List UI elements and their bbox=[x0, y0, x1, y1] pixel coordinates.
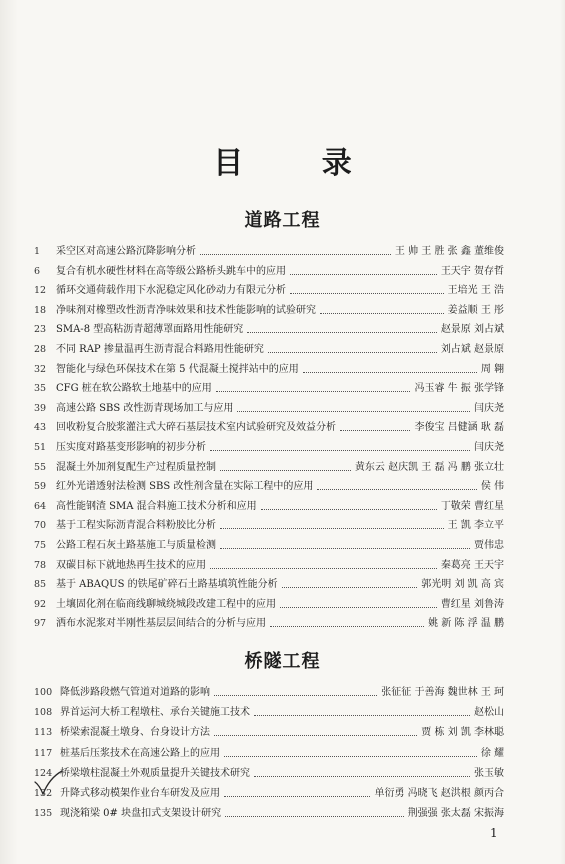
toc-page-number: 135 bbox=[34, 808, 53, 820]
toc-entry-title: 净味剂对橡塑改性沥青净味效果和技术性能影响的试验研究 bbox=[56, 304, 316, 316]
toc-leader-dots bbox=[290, 262, 437, 275]
toc-entry bbox=[34, 477, 504, 497]
toc-entry-authors: 姜益顺 王 彤 bbox=[447, 304, 504, 316]
toc-entry bbox=[34, 536, 504, 556]
toc-page-number: 85 bbox=[34, 579, 47, 591]
toc-entry bbox=[34, 595, 504, 615]
toc-entry-title: 升降式移动模架作业台车研发及应用 bbox=[60, 787, 220, 799]
toc-entry bbox=[34, 340, 504, 360]
toc-page-number: 70 bbox=[34, 520, 47, 532]
toc-entry-authors: 侯 伟 bbox=[480, 481, 504, 493]
toc-page-number: 32 bbox=[34, 363, 47, 375]
toc-entry-authors: 郭光明 刘 凯 高 宾 bbox=[421, 579, 504, 591]
toc-page-number: 108 bbox=[34, 707, 53, 719]
section-heading-bridge-tunnel: 桥隧工程 bbox=[244, 651, 321, 672]
toc-entry bbox=[34, 262, 504, 282]
toc-entry-title: 公路工程石灰土路基施工与质量检测 bbox=[56, 539, 216, 551]
toc-entry-title: 界首运河大桥工程墩柱、承台关键施工技术 bbox=[60, 707, 250, 719]
toc-leader-dots bbox=[270, 614, 424, 627]
page-title: 目 录 bbox=[213, 146, 386, 181]
page-number: 1 bbox=[490, 826, 498, 840]
toc-entry bbox=[34, 764, 504, 784]
toc-leader-dots bbox=[200, 242, 391, 255]
toc-page-number: 78 bbox=[34, 559, 47, 571]
toc-leader-dots bbox=[225, 804, 404, 817]
toc-entry bbox=[34, 242, 504, 262]
toc-leader-dots bbox=[210, 438, 470, 451]
toc-leader-dots bbox=[237, 399, 470, 412]
toc-entry-title: 降低涉路段燃气管道对道路的影响 bbox=[60, 687, 210, 698]
toc-entry-authors: 张玉敏 bbox=[474, 767, 504, 779]
toc-leader-dots bbox=[220, 536, 470, 549]
toc-entry-authors: 赵景原 刘占斌 bbox=[440, 324, 504, 336]
toc-entry bbox=[34, 516, 504, 536]
toc-leader-dots bbox=[317, 477, 477, 490]
toc-entry-authors: 徐 耀 bbox=[480, 747, 504, 759]
toc-entry-authors: 周 翱 bbox=[480, 363, 504, 375]
toc-page-number: 132 bbox=[34, 787, 53, 799]
toc-entry bbox=[34, 301, 504, 321]
toc-entry-title: SMA-8 型高粘沥青超薄罩面路用性能研究 bbox=[56, 324, 244, 336]
toc-leader-dots bbox=[247, 320, 437, 333]
toc-entry-title: 土壤固化剂在临商线聊城绕城段改建工程中的应用 bbox=[56, 598, 276, 610]
toc-entry-authors: 黄东云 赵庆凯 王 磊 冯 鹏 张立壮 bbox=[354, 461, 504, 473]
toc-entry-title: 基于工程实际沥青混合料粉胶比分析 bbox=[56, 520, 216, 532]
toc-leader-dots bbox=[220, 458, 351, 471]
toc-entry bbox=[34, 281, 504, 301]
toc-entry bbox=[34, 683, 504, 703]
toc-page-number: 39 bbox=[34, 402, 47, 414]
toc-leader-dots bbox=[340, 418, 410, 431]
toc-entry bbox=[34, 784, 504, 804]
toc-leader-dots bbox=[303, 360, 477, 373]
toc-entry-authors: 贾伟忠 bbox=[474, 539, 504, 551]
toc-leader-dots bbox=[290, 281, 444, 294]
toc-entry-authors: 张征征 于善海 魏世林 王 珂 bbox=[381, 687, 504, 698]
toc-entry-title: 采空区对高速公路沉降影响分析 bbox=[56, 246, 196, 257]
toc-list-bridge-tunnel bbox=[34, 683, 504, 824]
toc-page-number: 35 bbox=[34, 383, 47, 395]
toc-page-number: 92 bbox=[34, 598, 47, 610]
toc-entry-authors: 荆强强 张太磊 宋振海 bbox=[407, 808, 504, 820]
toc-page-number: 6 bbox=[34, 265, 41, 277]
toc-entry-authors: 单衍勇 冯晓飞 赵洪根 颜丙合 bbox=[374, 787, 504, 799]
toc-page-number: 75 bbox=[34, 539, 47, 551]
toc-page-number: 28 bbox=[34, 343, 47, 355]
toc-page-number: 113 bbox=[34, 727, 53, 739]
toc-entry-title: CFG 桩在软公路软土地基中的应用 bbox=[56, 383, 212, 395]
toc-entry-authors: 闫庆尧 bbox=[474, 441, 504, 453]
toc-entry bbox=[34, 418, 504, 438]
toc-entry-title: 混凝土外加剂复配生产过程质量控制 bbox=[56, 461, 216, 473]
toc-entry-authors: 姚 新 陈 浮 温 鹏 bbox=[428, 618, 504, 630]
toc-page-number: 43 bbox=[34, 422, 47, 434]
toc-entry bbox=[34, 614, 504, 634]
toc-leader-dots bbox=[320, 301, 444, 314]
toc-entry-authors: 冯玉睿 牛 振 张学锋 bbox=[414, 383, 504, 395]
toc-list-road bbox=[34, 242, 504, 634]
toc-leader-dots bbox=[224, 744, 477, 757]
toc-entry bbox=[34, 458, 504, 478]
toc-entry-authors: 王天宇 贺存哲 bbox=[440, 265, 504, 277]
toc-page-number: 51 bbox=[34, 441, 47, 453]
toc-entry-title: 红外光谱透射法检测 SBS 改性剂含量在实际工程中的应用 bbox=[56, 481, 314, 493]
toc-entry-title: 高速公路 SBS 改性沥青现场加工与应用 bbox=[56, 402, 234, 414]
toc-entry-title: 不同 RAP 掺量温再生沥青混合料路用性能研究 bbox=[56, 343, 264, 355]
toc-entry-title: 回收粉复合胶浆灌注式大碎石基层技术室内试验研究及效益分析 bbox=[56, 422, 336, 434]
toc-entry bbox=[34, 556, 504, 576]
toc-entry-authors: 李俊宝 吕健涵 耿 磊 bbox=[414, 422, 504, 434]
toc-entry-title: 基于 ABAQUS 的铁尾矿碎石土路基填筑性能分析 bbox=[56, 579, 278, 591]
section-heading-road: 道路工程 bbox=[244, 210, 321, 231]
toc-entry-authors: 丁敬荣 曹红星 bbox=[440, 500, 504, 512]
toc-leader-dots bbox=[261, 497, 437, 510]
toc-page-number: 59 bbox=[34, 481, 47, 493]
toc-entry-authors: 闫庆尧 bbox=[474, 402, 504, 414]
toc-entry-authors: 贾 栋 刘 凯 李林聪 bbox=[421, 727, 504, 739]
toc-leader-dots bbox=[210, 556, 437, 569]
toc-entry bbox=[34, 360, 504, 380]
toc-entry bbox=[34, 497, 504, 517]
toc-page-number: 55 bbox=[34, 461, 47, 473]
toc-page-number: 117 bbox=[34, 747, 53, 759]
toc-entry-title: 压实度对路基变形影响的初步分析 bbox=[56, 441, 206, 453]
toc-entry-authors: 王培光 王 浩 bbox=[447, 285, 504, 297]
toc-entry-title: 桥梁索混凝土墩身、台身设计方法 bbox=[60, 727, 210, 739]
toc-page-number: 12 bbox=[34, 285, 47, 297]
toc-entry-title: 复合有机水硬性材料在高等级公路桥头跳车中的应用 bbox=[56, 265, 286, 277]
toc-page-number: 23 bbox=[34, 324, 47, 336]
toc-entry bbox=[34, 379, 504, 399]
toc-entry-title: 循环交通荷载作用下水泥稳定风化砂动力有限元分析 bbox=[56, 285, 286, 297]
toc-entry-title: 智能化与绿色环保技术在第 5 代混凝土搅拌站中的应用 bbox=[56, 363, 299, 375]
toc-leader-dots bbox=[224, 784, 370, 797]
toc-entry-authors: 王 凯 李立平 bbox=[447, 520, 504, 532]
toc-leader-dots bbox=[216, 379, 410, 392]
toc-leader-dots bbox=[214, 683, 377, 696]
toc-entry-title: 现浇箱梁 0# 块盘扣式支架设计研究 bbox=[60, 808, 222, 820]
toc-entry bbox=[34, 438, 504, 458]
toc-entry-authors: 曹红星 刘鲁涛 bbox=[440, 598, 504, 610]
toc-entry-title: 桩基后压浆技术在高速公路上的应用 bbox=[60, 747, 220, 759]
toc-entry bbox=[34, 744, 504, 764]
toc-entry bbox=[34, 703, 504, 723]
toc-page-number: 124 bbox=[34, 767, 53, 779]
toc-entry bbox=[34, 320, 504, 340]
toc-entry bbox=[34, 804, 504, 824]
toc-entry-title: 洒布水泥浆对半刚性基层层间结合的分析与应用 bbox=[56, 618, 266, 630]
toc-entry-authors: 秦葛亮 王天宇 bbox=[440, 559, 504, 571]
toc-entry bbox=[34, 399, 504, 419]
handwritten-checkmark-icon bbox=[33, 770, 63, 796]
toc-entry bbox=[34, 723, 504, 743]
toc-entry-authors: 王 帅 王 胜 张 鑫 董维俊 bbox=[394, 246, 504, 257]
toc-leader-dots bbox=[254, 764, 470, 777]
toc-entry-title: 双碳目标下就地热再生技术的应用 bbox=[56, 559, 206, 571]
toc-page-number: 97 bbox=[34, 618, 47, 630]
toc-entry-authors: 刘占斌 赵景原 bbox=[440, 343, 504, 355]
toc-page-number: 18 bbox=[34, 304, 47, 316]
toc-leader-dots bbox=[214, 723, 417, 736]
toc-leader-dots bbox=[254, 703, 470, 716]
toc-entry bbox=[34, 575, 504, 595]
toc-entry-title: 高性能钢渣 SMA 混合料施工技术分析和应用 bbox=[56, 500, 257, 512]
toc-leader-dots bbox=[268, 340, 437, 353]
toc-page-number: 64 bbox=[34, 500, 47, 512]
toc-leader-dots bbox=[282, 575, 417, 588]
toc-leader-dots bbox=[280, 595, 437, 608]
toc-page-number: 1 bbox=[34, 246, 41, 257]
toc-page-number: 100 bbox=[34, 687, 53, 698]
toc-entry-title: 桥梁墩柱混凝土外观质量提升关键技术研究 bbox=[60, 767, 250, 779]
toc-leader-dots bbox=[220, 516, 444, 529]
toc-entry-authors: 赵松山 bbox=[474, 707, 504, 719]
